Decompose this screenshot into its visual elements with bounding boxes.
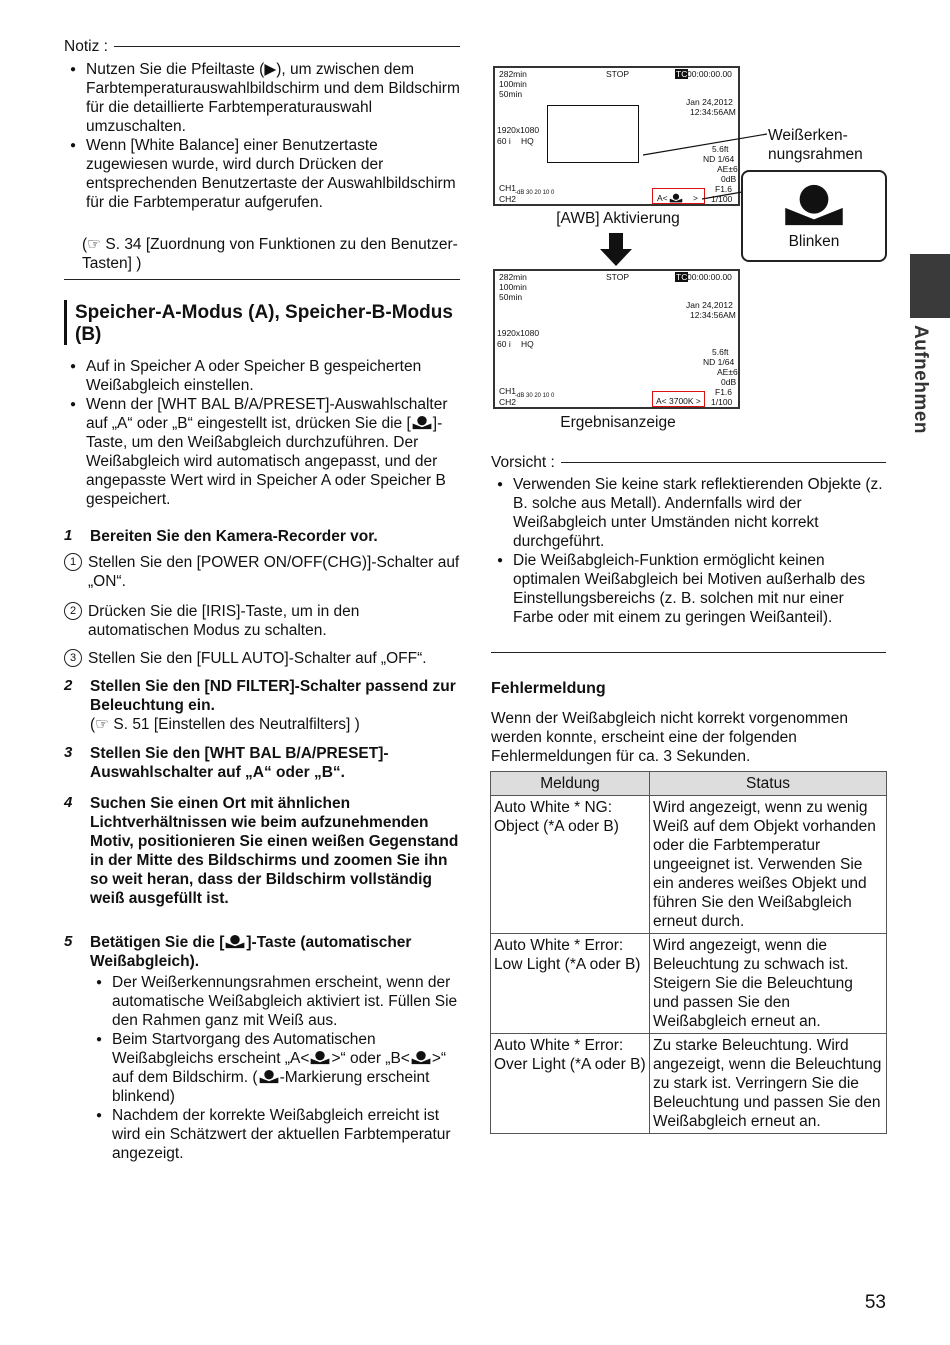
substep-number: 3 xyxy=(64,649,82,667)
step-number: 3 xyxy=(64,744,73,761)
error-intro: Wenn der Weißabgleich nicht korrekt vorgenommen werden konnte, erscheint eine der folgenden Fehlermeldungen für ca. 3 Sekunden. xyxy=(491,710,848,765)
gain-readout: 0dB xyxy=(721,174,737,184)
frame-readout: 60 i xyxy=(497,136,511,146)
chapter-tab xyxy=(910,254,950,318)
status-cell: Wird angezeigt, wenn die Beleuchtung zu schwach ist. Steigern Sie die Beleuchtung und passen Sie den Weißabgleich erneut an. xyxy=(650,934,887,1034)
frame-callout-line-1: Weißerken- xyxy=(768,127,848,144)
white-balance-icon xyxy=(411,415,433,430)
substep-number: 2 xyxy=(64,602,82,620)
step-text-part: Betätigen Sie die [ xyxy=(90,934,225,951)
note-reference: (☞ S. 34 [Zuordnung von Funktionen zu den Benutzer-Tasten] ) xyxy=(82,236,458,272)
ch2-label: CH2 xyxy=(499,194,517,204)
divider xyxy=(64,279,460,280)
gain-readout: 0dB xyxy=(721,377,737,387)
quality-readout: HQ xyxy=(521,339,534,349)
status-cell: Zu starke Beleuchtung. Wird angezeigt, wenn die Beleuchtung zu stark ist. Verringern Sie die Beleuchtung und passen Sie den Weißabgleich erneut an. xyxy=(650,1034,887,1134)
chapter-tab-label-wrap xyxy=(905,325,935,445)
step-4 xyxy=(64,794,462,908)
tc-badge: TC xyxy=(676,272,688,282)
ch1-label: CH1 xyxy=(499,183,517,193)
step-1 xyxy=(64,527,462,546)
white-balance-icon xyxy=(224,934,246,949)
step-text: Stellen Sie den [ND FILTER]-Schalter passend zur Beleuchtung ein. xyxy=(90,678,456,714)
resolution-readout: 1920x1080 xyxy=(497,328,540,338)
callout-line xyxy=(640,130,770,160)
audio-meter-scale: -dB 30 20 10 0 xyxy=(515,393,555,399)
tc-badge: TC xyxy=(676,69,688,79)
error-table xyxy=(490,771,887,1134)
substep-3 xyxy=(64,649,464,668)
section-list xyxy=(64,357,464,509)
date-readout: Jan 24,2012 xyxy=(686,300,733,310)
time-readout: 12:34:56AM xyxy=(690,107,736,117)
step-2 xyxy=(64,677,462,734)
section-title: Speicher-A-Modus (A), Speicher-B-Modus (B) xyxy=(75,302,453,345)
frame-callout-label xyxy=(768,126,898,164)
shutter-readout: 1/100 xyxy=(711,194,733,204)
step-5-bullet-1: ● Der Weißerkennungsrahmen erscheint, wenn der automatische Weißabgleich aktiviert ist. Füllen Sie den Rahmen ganz mit Weiß aus. xyxy=(90,973,462,1030)
text-part: >“ oder „B< xyxy=(331,1050,410,1067)
focus-readout: 5.6ft xyxy=(712,144,729,154)
section-bullet-2 xyxy=(64,395,464,509)
column-header-status: Status xyxy=(650,772,887,796)
note-header xyxy=(64,37,460,56)
step-text: Bereiten Sie den Kamera-Recorder vor. xyxy=(90,528,378,545)
step-number: 5 xyxy=(64,933,73,950)
error-section-title: Fehlermeldung xyxy=(491,680,606,697)
frame-readout: 60 i xyxy=(497,339,511,349)
substep-number: 1 xyxy=(64,553,82,571)
color-temperature-readout: A< 3700K > xyxy=(656,396,701,406)
blink-callout-box xyxy=(741,170,887,262)
focus-readout: 5.6ft xyxy=(712,347,729,357)
page-number: 53 xyxy=(864,1292,886,1313)
table-row xyxy=(491,1034,887,1134)
divider xyxy=(114,46,460,47)
ch2-label: CH2 xyxy=(499,397,517,407)
highlight-box xyxy=(652,188,705,204)
awb-activation-label: [AWB] Aktivierung xyxy=(556,210,680,227)
column-header-message: Meldung xyxy=(491,772,650,796)
message-cell: Auto White * Error: Over Light (*A oder B) xyxy=(491,1034,650,1134)
substep-text: Stellen Sie den [POWER ON/OFF(CHG)]-Schalter auf „ON“. xyxy=(88,554,460,590)
status-cell: Wird angezeigt, wenn zu wenig Weiß auf dem Objekt vorhanden oder die Farbtemperatur ungeeignet ist. Verwenden Sie ein anderes weißes Objekt und führen Sie den Weißabgleich erneut durch. xyxy=(650,796,887,934)
result-label: Ergebnisanzeige xyxy=(560,414,676,431)
message-cell: Auto White * Error: Low Light (*A oder B) xyxy=(491,934,650,1034)
media-a-readout: 100min xyxy=(499,79,527,89)
highlight-box xyxy=(652,391,705,407)
text-part: >“ auf dem Bildschirm. ( xyxy=(112,1050,447,1086)
caution-list xyxy=(491,475,888,627)
step-number: 4 xyxy=(64,794,73,811)
step-5-bullet-2 xyxy=(90,1030,462,1106)
caution-label: Vorsicht : xyxy=(491,454,555,471)
step-text xyxy=(90,933,462,971)
awb-end-indicator: > xyxy=(693,193,698,203)
iris-readout: F1.6 xyxy=(715,184,733,194)
audio-meter-scale: -dB 30 20 10 0 xyxy=(515,190,555,196)
arrow-down-icon xyxy=(599,233,633,267)
section-bullet-2-text: Wenn der [WHT BAL B/A/PRESET]-Auswahlschalter auf „A“ oder „B“ eingestellt ist, drücken Sie die [ xyxy=(86,396,448,432)
camera-screen-result xyxy=(493,269,740,409)
note-bullet-2: ● Wenn [White Balance] einer Benutzertaste zugewiesen wurde, wird durch Drücken der entsprechenden Benutzertaste der Auswahlbildschirm für die Farbtemperatur aufgerufen. xyxy=(64,136,460,212)
substep-1 xyxy=(64,553,464,591)
section-marker xyxy=(64,300,67,345)
caution-header xyxy=(491,453,886,472)
iris-readout: F1.6 xyxy=(715,387,733,397)
nd-readout: ND 1/64 xyxy=(703,154,735,164)
nd-readout: ND 1/64 xyxy=(703,357,735,367)
section-bullet-2-text-end: ]-Taste, um den Weißabgleich durchzuführen. Der Weißabgleich wird automatisch angepasst, und der angepasste Wert wird in Speicher A oder Speicher B gespeichert. xyxy=(86,415,446,508)
caution-bullet-1: ● Verwenden Sie keine stark reflektierenden Objekte (z. B. solche aus Metall). Andernfalls wird der Weißabgleich unter Umständen nicht korrekt durchgeführt. xyxy=(491,475,888,551)
step-reference: (☞ S. 51 [Einstellen des Neutralfilters] ) xyxy=(90,716,360,733)
step-number: 2 xyxy=(64,677,73,694)
shutter-readout: 1/100 xyxy=(711,397,733,407)
quality-readout: HQ xyxy=(521,136,534,146)
white-detection-frame xyxy=(547,105,639,163)
media-b-readout: 50min xyxy=(499,89,523,99)
step-5-bullet-3: ● Nachdem der korrekte Weißabgleich erreicht ist wird ein Schätzwert der aktuellen Farbtemperatur angezeigt. xyxy=(90,1106,462,1163)
message-cell: Auto White * NG: Object (*A oder B) xyxy=(491,796,650,934)
status-text: STOP xyxy=(606,272,629,282)
media-b-readout: 50min xyxy=(499,292,523,302)
divider xyxy=(561,462,886,463)
blink-label: Blinken xyxy=(788,233,840,250)
step-number: 1 xyxy=(64,527,73,544)
table-row xyxy=(491,934,887,1034)
timecode: 00:00:00.00 xyxy=(687,272,732,282)
divider xyxy=(491,652,886,653)
timecode: 00:00:00.00 xyxy=(687,69,732,79)
time-readout: 12:34:56AM xyxy=(690,310,736,320)
step-5-list xyxy=(90,973,462,1163)
white-balance-icon xyxy=(258,1069,280,1084)
note-label: Notiz : xyxy=(64,38,108,55)
section-bullet-1: ● Auf in Speicher A oder Speicher B gespeicherten Weißabgleich einstellen. xyxy=(64,357,464,395)
battery-readout: 282min xyxy=(499,272,527,282)
white-balance-icon xyxy=(776,182,852,228)
text-part: -Markierung erscheint blinkend) xyxy=(112,1069,430,1105)
resolution-readout: 1920x1080 xyxy=(497,125,540,135)
substep-text: Stellen Sie den [FULL AUTO]-Schalter auf „OFF“. xyxy=(88,650,427,667)
status-text: STOP xyxy=(606,69,629,79)
white-balance-icon xyxy=(309,1050,331,1065)
caution-bullet-2: ● Die Weißabgleich-Funktion ermöglicht keinen optimalen Weißabgleich bei Motiven außerhalb des Einstellungsbereichs (z. B. solchen mit nur einer Farbe oder mit einem zu geringen Weißanteil). xyxy=(491,551,888,627)
ae-readout: AE±6 xyxy=(717,164,738,174)
step-3 xyxy=(64,744,462,782)
white-balance-icon xyxy=(410,1050,432,1065)
step-5 xyxy=(64,933,462,1163)
step-text-part: ]-Taste (automatischer Weißabgleich). xyxy=(90,934,412,970)
table-header-row xyxy=(491,772,887,796)
note-bullet-1: ● Nutzen Sie die Pfeiltaste (▶), um zwischen dem Farbtemperaturauswahlbildschirm und dem Bildschirm für die detaillierte Farbtemperaturauswahl umzuschalten. xyxy=(64,60,460,136)
battery-readout: 282min xyxy=(499,69,527,79)
ch1-label: CH1 xyxy=(499,386,517,396)
date-readout: Jan 24,2012 xyxy=(686,97,733,107)
text-part: Beim Startvorgang des Automatischen Weißabgleichs erscheint „A< xyxy=(112,1031,376,1067)
chapter-tab-label: Aufnehmen xyxy=(910,325,931,434)
note-list xyxy=(64,60,460,212)
ae-readout: AE±6 xyxy=(717,367,738,377)
step-text: Suchen Sie einen Ort mit ähnlichen Lichtverhältnissen wie beim aufzunehmenden Motiv, positionieren Sie einen weißen Gegenstand in der Mitte des Bildschirms und zoomen Sie ihn so weit heran, dass der Bildschirm vollständig weiß ausgefüllt ist. xyxy=(90,795,459,907)
substep-text: Drücken Sie die [IRIS]-Taste, um in den automatischen Modus zu schalten. xyxy=(88,603,360,639)
step-text: Stellen Sie den [WHT BAL B/A/PRESET]-Auswahlschalter auf „A“ oder „B“. xyxy=(90,745,389,781)
awb-a-indicator: A< xyxy=(657,193,668,203)
table-row xyxy=(491,796,887,934)
media-a-readout: 100min xyxy=(499,282,527,292)
frame-callout-line-2: nungsrahmen xyxy=(768,146,863,163)
substep-2 xyxy=(64,602,464,640)
